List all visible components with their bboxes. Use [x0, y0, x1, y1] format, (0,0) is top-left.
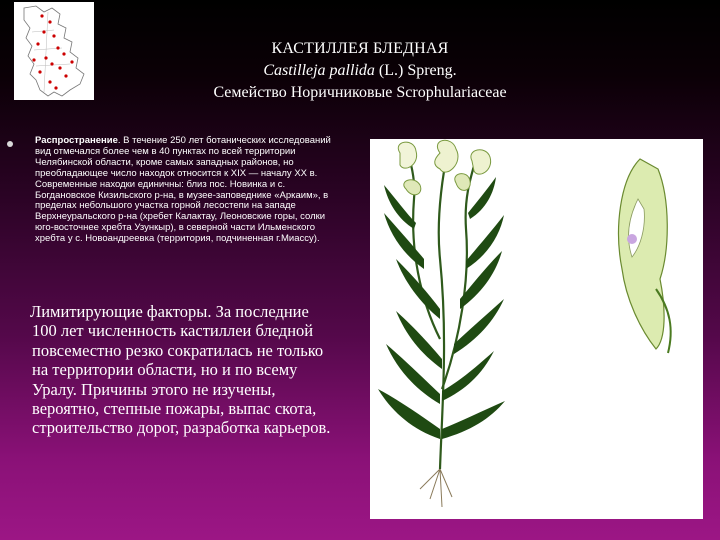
distribution-text: . В течение 250 лет ботанических исследований вид отмечался более чем в 40 пунктах по всей территории Челябинской области, кроме самых западных районов, но преобладающее число находок относится к XIX — началу XX в. Современные находки единичны: близ пос. Новинка и с. Богдановское Кизильского р-на, в музее-заповеднике «Аркаим», в пределах небольшого участка горной лесостепи на западе Верхнеуральского р-на (хребет Калактау, Леоновские горы, солки юго-восточнее хребта Узункыр), в северной части Ильменского хребта у с. Новоандреевка (территория, подчиненная г.Миассу). — [35, 135, 331, 245]
latin-name-line — [120, 60, 600, 82]
bullet-icon — [7, 141, 13, 147]
castilleja-drawing — [370, 139, 703, 519]
region-outline-map — [14, 2, 94, 100]
plant-illustration — [370, 139, 703, 519]
distribution-heading: Распространение — [35, 135, 118, 146]
latin-name: Castilleja pallida — [263, 62, 375, 79]
slide-header — [120, 38, 600, 104]
author-name: (L.) Spreng. — [378, 62, 457, 79]
species-title: КАСТИЛЛЕЯ БЛЕДНАЯ — [271, 40, 449, 57]
limiting-factors-paragraph: Лимитирующие факторы. За последние 100 лет численность кастиллеи бледной повсеместно резко сократилась не только на территории области, но и по всему Уралу. Причины этого не изучены, вероятно, степные пожары, выпас скота, строительство дорог, разработка карьеров. — [30, 302, 331, 438]
family-line: Семейство Норичниковые Scrophulariaceae — [213, 84, 507, 101]
distribution-paragraph — [35, 136, 335, 245]
distribution-map — [14, 2, 94, 100]
